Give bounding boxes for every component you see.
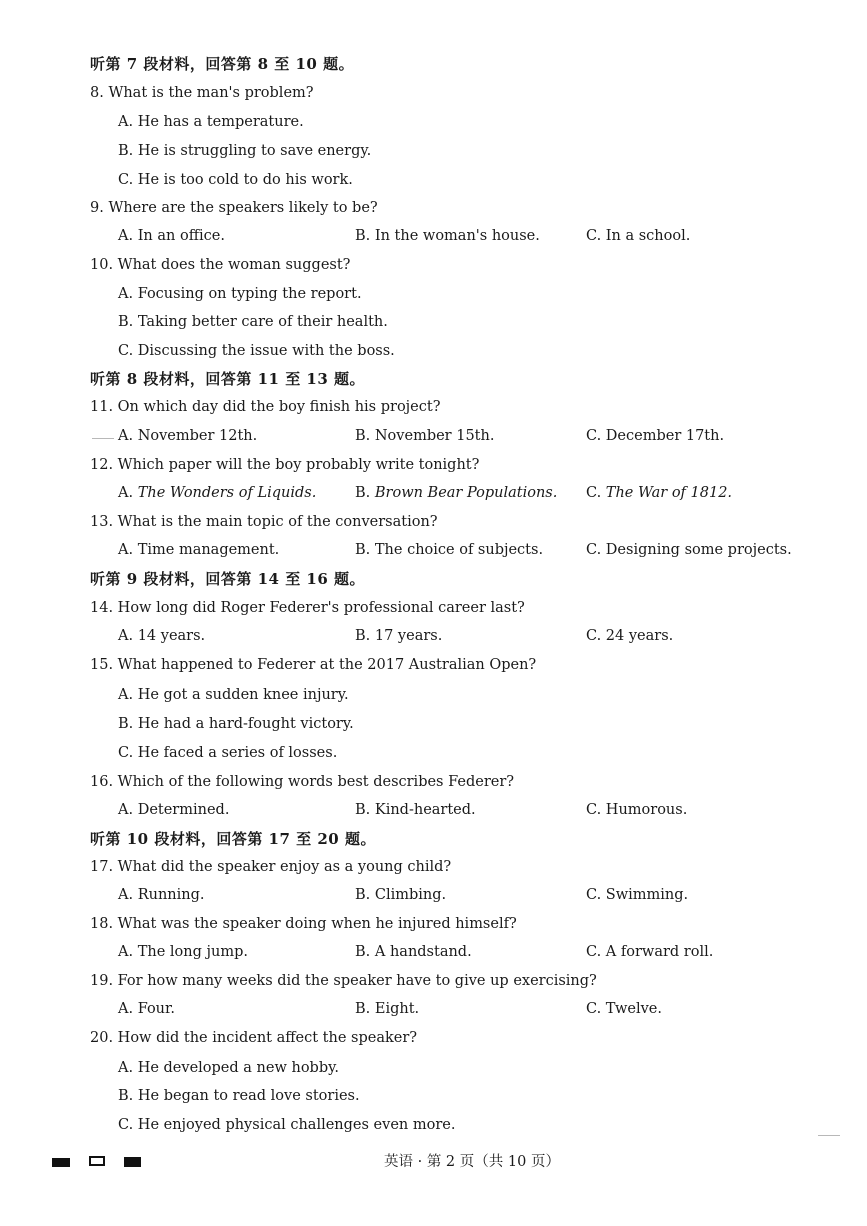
answer-option: C. He is too cold to do his work. (118, 172, 353, 188)
answer-options-row (0, 940, 867, 964)
answer-option: B. He had a hard-fought victory. (118, 716, 354, 732)
answer-options-row (0, 424, 867, 448)
answer-option-row (0, 1056, 867, 1080)
answer-options-row (0, 798, 867, 822)
answer-option-row (0, 168, 867, 192)
answer-option-c: C. December 17th. (586, 428, 725, 444)
answer-option-letter: C. (586, 485, 606, 501)
answer-option-row (0, 1084, 867, 1108)
answer-option-a: A. 14 years. (118, 628, 206, 644)
answer-option-a: A. The long jump. (118, 944, 248, 960)
answer-option-b: B. The choice of subjects. (355, 542, 544, 558)
question-stem (0, 253, 867, 277)
answer-option-b: B. Eight. (355, 1001, 420, 1017)
footer-page-label: 英语 · 第 2 页（共 10 页） (384, 1154, 560, 1170)
question-stem (0, 969, 867, 993)
answer-options-row (0, 224, 867, 248)
page-footer (0, 1150, 867, 1174)
question-stem (0, 81, 867, 105)
answer-option-a: A. Time management. (118, 542, 280, 558)
question-text: 17. What did the speaker enjoy as a young child? (90, 859, 452, 875)
question-stem (0, 1026, 867, 1050)
section-heading (0, 827, 867, 851)
question-text: 10. What does the woman suggest? (90, 257, 351, 273)
registration-mark-left (52, 1158, 70, 1167)
answer-option-b: B. A handstand. (355, 944, 472, 960)
question-text: 20. How did the incident affect the speaker? (90, 1030, 418, 1046)
answer-options-row (0, 481, 867, 505)
answer-option: A. Focusing on typing the report. (118, 286, 362, 302)
question-text: 8. What is the man's problem? (90, 85, 314, 101)
question-text: 15. What happened to Federer at the 2017 Australian Open? (90, 657, 537, 673)
answer-option-c: C. A forward roll. (586, 944, 714, 960)
section-heading (0, 52, 867, 76)
answer-option-row (0, 683, 867, 707)
answer-option-title: The War of 1812. (605, 485, 733, 501)
question-text: 18. What was the speaker doing when he injured himself? (90, 916, 517, 932)
answer-options-row (0, 538, 867, 562)
question-stem (0, 770, 867, 794)
answer-option: C. Discussing the issue with the boss. (118, 343, 395, 359)
answer-option-row (0, 139, 867, 163)
question-stem (0, 912, 867, 936)
answer-options-row (0, 883, 867, 907)
margin-mark-right (818, 1135, 840, 1136)
answer-option-title: Brown Bear Populations. (374, 485, 558, 501)
answer-option-b: B. 17 years. (355, 628, 443, 644)
answer-option-a: A. In an office. (118, 228, 225, 244)
question-text: 19. For how many weeks did the speaker have to give up exercising? (90, 973, 597, 989)
answer-option-letter: B. (355, 485, 375, 501)
question-stem (0, 196, 867, 220)
answer-option-b (355, 481, 557, 505)
question-stem (0, 395, 867, 419)
answer-option-letter: A. (118, 485, 138, 501)
answer-option-row (0, 310, 867, 334)
answer-option-c: C. 24 years. (586, 628, 674, 644)
answer-option: B. Taking better care of their health. (118, 314, 388, 330)
answer-option-a: A. Running. (118, 887, 205, 903)
section-heading (0, 567, 867, 591)
answer-option: A. He developed a new hobby. (118, 1060, 339, 1076)
question-text: 9. Where are the speakers likely to be? (90, 200, 378, 216)
answer-option-row (0, 282, 867, 306)
section-heading-text: 听第 7 段材料，回答第 8 至 10 题。 (90, 55, 355, 73)
answer-option-b: B. Climbing. (355, 887, 447, 903)
answer-option-a: A. November 12th. (118, 428, 258, 444)
answer-option: B. He began to read love stories. (118, 1088, 360, 1104)
question-stem (0, 653, 867, 677)
question-text: 16. Which of the following words best describes Federer? (90, 774, 515, 790)
registration-mark-right (124, 1157, 141, 1167)
section-heading-text: 听第 10 段材料，回答第 17 至 20 题。 (90, 830, 376, 848)
section-heading-text: 听第 8 段材料，回答第 11 至 13 题。 (90, 370, 366, 388)
question-stem (0, 453, 867, 477)
answer-option: A. He has a temperature. (118, 114, 304, 130)
answer-option-b: B. November 15th. (355, 428, 495, 444)
question-stem (0, 855, 867, 879)
registration-mark-box (89, 1156, 105, 1166)
answer-option-c: C. In a school. (586, 228, 691, 244)
section-heading (0, 367, 867, 391)
answer-option-row (0, 110, 867, 134)
answer-option-a (118, 481, 316, 505)
answer-option-b: B. Kind-hearted. (355, 802, 476, 818)
question-text: 12. Which paper will the boy probably write tonight? (90, 457, 480, 473)
question-text: 11. On which day did the boy finish his project? (90, 399, 441, 415)
question-text: 14. How long did Roger Federer's professional career last? (90, 600, 525, 616)
answer-option-b: B. In the woman's house. (355, 228, 540, 244)
answer-option-row (0, 741, 867, 765)
answer-option-a: A. Determined. (118, 802, 230, 818)
answer-option: C. He faced a series of losses. (118, 745, 338, 761)
answer-option-c: C. Swimming. (586, 887, 689, 903)
answer-option-c: C. Twelve. (586, 1001, 662, 1017)
answer-option-title: The Wonders of Liquids. (137, 485, 317, 501)
answer-option-c (586, 481, 732, 505)
answer-option: A. He got a sudden knee injury. (118, 687, 349, 703)
answer-option-row (0, 339, 867, 363)
section-heading-text: 听第 9 段材料，回答第 14 至 16 题。 (90, 570, 366, 588)
margin-mark (92, 438, 114, 439)
answer-option-c: C. Designing some projects. (586, 542, 792, 558)
answer-options-row (0, 624, 867, 648)
question-text: 13. What is the main topic of the conversation? (90, 514, 438, 530)
answer-option-c: C. Humorous. (586, 802, 688, 818)
answer-option-a: A. Four. (118, 1001, 175, 1017)
answer-option-row (0, 712, 867, 736)
answer-options-row (0, 997, 867, 1021)
answer-option: C. He enjoyed physical challenges even more. (118, 1117, 456, 1133)
answer-option-row (0, 1113, 867, 1137)
answer-option: B. He is struggling to save energy. (118, 143, 372, 159)
question-stem (0, 596, 867, 620)
question-stem (0, 510, 867, 534)
